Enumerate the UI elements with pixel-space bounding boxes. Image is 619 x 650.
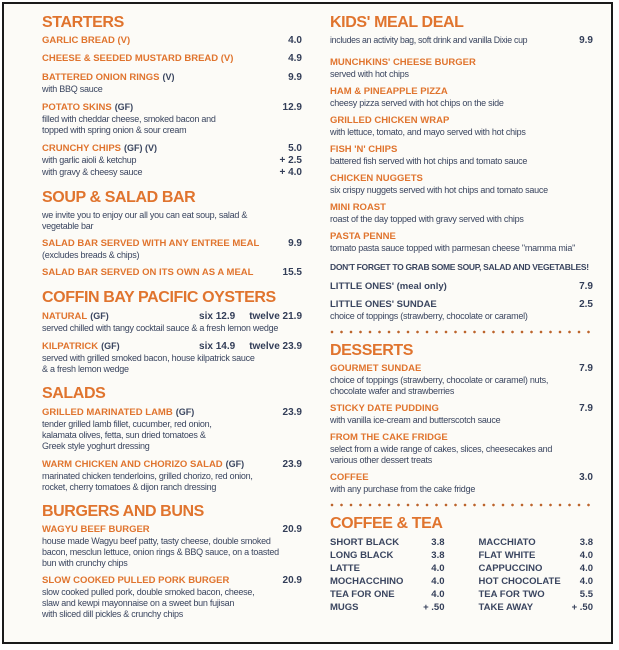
menu-columns [42, 14, 593, 626]
section-title-soup-salad-bar: SOUP & SALAD BAR [42, 189, 196, 206]
item-option: with garlic aioli & ketchup [42, 155, 137, 165]
drink-name: HOT CHOCOLATE [478, 576, 561, 587]
menu-item-garlic-bread [42, 35, 302, 47]
section-title-oysters: COFFIN BAY PACIFIC OYSTERS [42, 289, 276, 306]
item-price: 7.9 [579, 403, 593, 414]
menu-item-coffee-with-cake [330, 472, 593, 495]
item-name: HAM & PINEAPPLE PIZZA [330, 86, 448, 97]
item-price: 23.9 [282, 407, 302, 418]
item-description: cheesy pizza served with hot chips on the side [330, 98, 504, 108]
item-price: 23.9 [282, 459, 302, 470]
coffee-row [330, 601, 445, 614]
item-description: bun with crunchy chips [42, 558, 128, 568]
drink-name: LATTE [330, 563, 360, 574]
item-description: roast of the day topped with gravy served with chips [330, 214, 524, 224]
item-description: bacon, mesclun lettuce, onion rings & BBQ sauce, on a toasted [42, 547, 279, 557]
coffee-tea-column-2 [479, 536, 594, 614]
item-name: CRUNCHY CHIPS (GF) (V) [42, 143, 158, 154]
item-description: slow cooked pulled pork, double smoked bacon, cheese, [42, 587, 255, 597]
coffee-row [479, 588, 594, 601]
menu-item-cheese-mustard-bread [42, 53, 302, 65]
item-description: (excludes breads & chips) [42, 250, 140, 260]
item-description: chocolate wafer and strawberries [330, 386, 455, 396]
menu-item-pulled-pork-burger [42, 575, 302, 620]
item-price: 7.9 [579, 363, 593, 374]
coffee-row [479, 601, 594, 614]
menu-item-ham-pineapple-pizza [330, 86, 593, 109]
item-price: 15.5 [282, 267, 302, 278]
item-description: served chilled with tangy cocktail sauce & a fresh lemon wedge [42, 323, 279, 333]
item-description: select from a wide range of cakes, slices, cheesecakes and [330, 444, 553, 454]
item-name: LITTLE ONES' SUNDAE [330, 299, 437, 310]
item-name: POTATO SKINS (GF) [42, 102, 134, 113]
item-name: GARLIC BREAD (V) [42, 35, 131, 46]
dietary-tag: (GF) [114, 102, 134, 112]
item-description: tender grilled lamb fillet, cucumber, red onion, [42, 419, 212, 429]
menu-item-little-ones-meal [330, 281, 593, 293]
item-name: SLOW COOKED PULLED PORK BURGER [42, 575, 230, 586]
item-description: with any purchase from the cake fridge [330, 484, 476, 494]
intro-line: we invite you to enjoy our all you can eat soup, salad & [42, 210, 248, 220]
item-description: with BBQ sauce [42, 84, 103, 94]
item-name: COFFEE [330, 472, 369, 483]
menu-item-sticky-date-pudding [330, 403, 593, 426]
dietary-tag: (GF) [101, 341, 120, 351]
item-name: MUNCHKINS' CHEESE BURGER [330, 57, 476, 68]
menu-item-gourmet-sundae [330, 363, 593, 397]
menu-sheet [2, 2, 613, 644]
menu-item-potato-skins [42, 101, 302, 136]
coffee-tea-column-1 [330, 536, 445, 614]
coffee-row [479, 536, 594, 549]
drink-price: 3.8 [431, 550, 445, 561]
menu-item-chicken-chorizo-salad [42, 458, 302, 493]
menu-item-crunchy-chips [42, 142, 302, 179]
menu-item-salad-bar-meal [42, 267, 302, 279]
drink-name: CAPPUCCINO [478, 563, 543, 574]
drink-name: LONG BLACK [330, 550, 394, 561]
item-price: 4.0 [288, 35, 302, 46]
item-price: 20.9 [282, 524, 302, 535]
item-name: BATTERED ONION RINGS (V) [42, 72, 175, 83]
item-price: six 12.9 twelve 21.9 [199, 311, 302, 322]
drink-name: MOCHACCHINO [330, 576, 404, 587]
drink-price: 5.5 [579, 589, 593, 600]
item-name: NATURAL (GF) [42, 311, 109, 322]
menu-item-fish-n-chips [330, 144, 593, 167]
item-description: choice of toppings (strawberry, chocolate or caramel) nuts, [330, 375, 549, 385]
drink-name: MUGS [330, 602, 359, 613]
item-name: GOURMET SUNDAE [330, 363, 422, 374]
item-name: GRILLED CHICKEN WRAP [330, 115, 450, 126]
kids-note: DON'T FORGET TO GRAB SOME SOUP, SALAD AND VEGETABLES! [330, 262, 589, 272]
section-title-desserts: DESSERTS [330, 342, 414, 359]
section-title-coffee-tea: COFFEE & TEA [330, 515, 443, 532]
item-name: WARM CHICKEN AND CHORIZO SALAD (GF) [42, 459, 245, 470]
kids-meal-intro [330, 35, 593, 47]
item-price: six 14.9 twelve 23.9 [199, 341, 302, 352]
drink-name: TAKE AWAY [478, 602, 534, 613]
menu-item-wagyu-burger [42, 524, 302, 569]
item-description: served with grilled smoked bacon, house kilpatrick sauce [42, 353, 255, 363]
drink-name: TEA FOR ONE [330, 589, 395, 600]
section-title-salads: SALADS [42, 385, 106, 402]
menu-item-marinated-lamb [42, 406, 302, 452]
item-description: topped with spring onion & sour cream [42, 125, 187, 135]
menu-item-little-ones-sundae [330, 299, 593, 322]
item-description: with vanilla ice-cream and butterscotch sauce [330, 415, 501, 425]
item-price: 5.0 [288, 143, 302, 154]
item-name: MINI ROAST [330, 202, 386, 213]
item-price: 7.9 [579, 281, 593, 292]
item-description: served with hot chips [330, 69, 409, 79]
menu-item-grilled-chicken-wrap [330, 115, 593, 138]
item-description: & a fresh lemon wedge [42, 364, 129, 374]
coffee-row [479, 562, 594, 575]
coffee-row [330, 562, 445, 575]
drink-price: 4.0 [579, 550, 593, 561]
item-name: STICKY DATE PUDDING [330, 403, 439, 414]
drink-price: 4.0 [579, 563, 593, 574]
menu-item-cake-fridge [330, 432, 593, 466]
section-title-starters: STARTERS [42, 14, 124, 31]
item-price: 20.9 [282, 575, 302, 586]
drink-name: TEA FOR TWO [478, 589, 545, 600]
item-description: rocket, cherry tomatoes & dijon ranch dressing [42, 482, 217, 492]
item-price: 3.0 [579, 472, 593, 483]
menu-item-battered-onion-rings [42, 71, 302, 95]
item-price: 2.5 [579, 299, 593, 310]
coffee-row [479, 575, 594, 588]
item-description: Greek style yoghurt dressing [42, 441, 150, 451]
dietary-tag: (GF) [175, 407, 195, 417]
item-name: KILPATRICK (GF) [42, 341, 120, 352]
left-column [42, 14, 302, 626]
intro-line: includes an activity bag, soft drink and vanilla Dixie cup [330, 35, 528, 45]
item-name: CHEESE & SEEDED MUSTARD BREAD (V) [42, 53, 234, 64]
item-description: six crispy nuggets served with hot chips and tomato sauce [330, 185, 548, 195]
coffee-row [330, 536, 445, 549]
item-name: FROM THE CAKE FRIDGE [330, 432, 448, 443]
menu-item-oysters-kilpatrick [42, 340, 302, 375]
drink-price: 3.8 [579, 537, 593, 548]
drink-name: SHORT BLACK [330, 537, 400, 548]
drink-price: 4.0 [431, 563, 445, 574]
item-description: house made Wagyu beef patty, tasty cheese, double smoked [42, 536, 271, 546]
drink-price: 4.0 [579, 576, 593, 587]
item-description: with lettuce, tomato, and mayo served with hot chips [330, 127, 526, 137]
drink-name: FLAT WHITE [478, 550, 536, 561]
coffee-row [330, 549, 445, 562]
section-title-kids-meal-deal: KIDS' MEAL DEAL [330, 14, 464, 31]
dietary-tag: (GF) [225, 459, 245, 469]
menu-item-chicken-nuggets [330, 173, 593, 196]
item-option: with gravy & cheesy sauce [42, 167, 143, 177]
coffee-tea-table [330, 536, 593, 614]
item-description: with sliced dill pickles & crunchy chips [42, 609, 184, 619]
soup-salad-intro [42, 210, 302, 232]
coffee-row [330, 575, 445, 588]
item-price: 12.9 [282, 102, 302, 113]
item-name: WAGYU BEEF BURGER [42, 524, 150, 535]
drink-price: + .50 [571, 602, 593, 613]
item-price: 9.9 [288, 72, 302, 83]
item-name: PASTA PENNE [330, 231, 396, 242]
drink-price: 4.0 [431, 576, 445, 587]
coffee-row [330, 588, 445, 601]
item-description: filled with cheddar cheese, smoked bacon and [42, 114, 216, 124]
item-description: kalamata olives, fetta, sun dried tomatoes & [42, 430, 206, 440]
dietary-tag: (V) [162, 72, 175, 82]
item-name: SALAD BAR SERVED ON ITS OWN AS A MEAL [42, 267, 254, 278]
drink-price: + .50 [423, 602, 445, 613]
section-title-burgers: BURGERS AND BUNS [42, 503, 204, 520]
intro-line: vegetable bar [42, 221, 94, 231]
menu-item-pasta-penne [330, 231, 593, 254]
item-name: GRILLED MARINATED LAMB (GF) [42, 407, 195, 418]
menu-item-oysters-natural [42, 310, 302, 334]
menu-item-munchkins-cheese-burger [330, 57, 593, 80]
menu-item-salad-bar-entree [42, 238, 302, 261]
item-description: tomato pasta sauce topped with parmesan cheese "mamma mia" [330, 243, 576, 253]
item-description: various other dessert treats [330, 455, 433, 465]
right-column [330, 14, 593, 626]
drink-price: 3.8 [431, 537, 445, 548]
item-description: marinated chicken tenderloins, grilled chorizo, red onion, [42, 471, 253, 481]
item-option-price: + 2.5 [279, 155, 302, 166]
item-description: slaw and kewpi mayonnaise on a sweet bun fujisan [42, 598, 235, 608]
drink-price: 4.0 [431, 589, 445, 600]
dietary-tag: (GF) (V) [124, 143, 158, 153]
dietary-tag: (GF) [90, 311, 109, 321]
menu-item-mini-roast [330, 202, 593, 225]
item-price: 9.9 [288, 238, 302, 249]
item-description: choice of toppings (strawberry, chocolate or caramel) [330, 311, 528, 321]
item-price: 4.9 [288, 53, 302, 64]
item-description: battered fish served with hot chips and tomato sauce [330, 156, 528, 166]
dotted-divider [330, 330, 591, 334]
item-option-price: + 4.0 [279, 167, 302, 178]
item-name: CHICKEN NUGGETS [330, 173, 423, 184]
item-name: SALAD BAR SERVED WITH ANY ENTREE MEAL [42, 238, 260, 249]
item-name: LITTLE ONES' (meal only) [330, 281, 447, 292]
drink-name: MACCHIATO [478, 537, 536, 548]
coffee-row [479, 549, 594, 562]
dotted-divider [330, 503, 591, 507]
item-name: FISH 'N' CHIPS [330, 144, 398, 155]
item-price: 9.9 [579, 35, 593, 46]
